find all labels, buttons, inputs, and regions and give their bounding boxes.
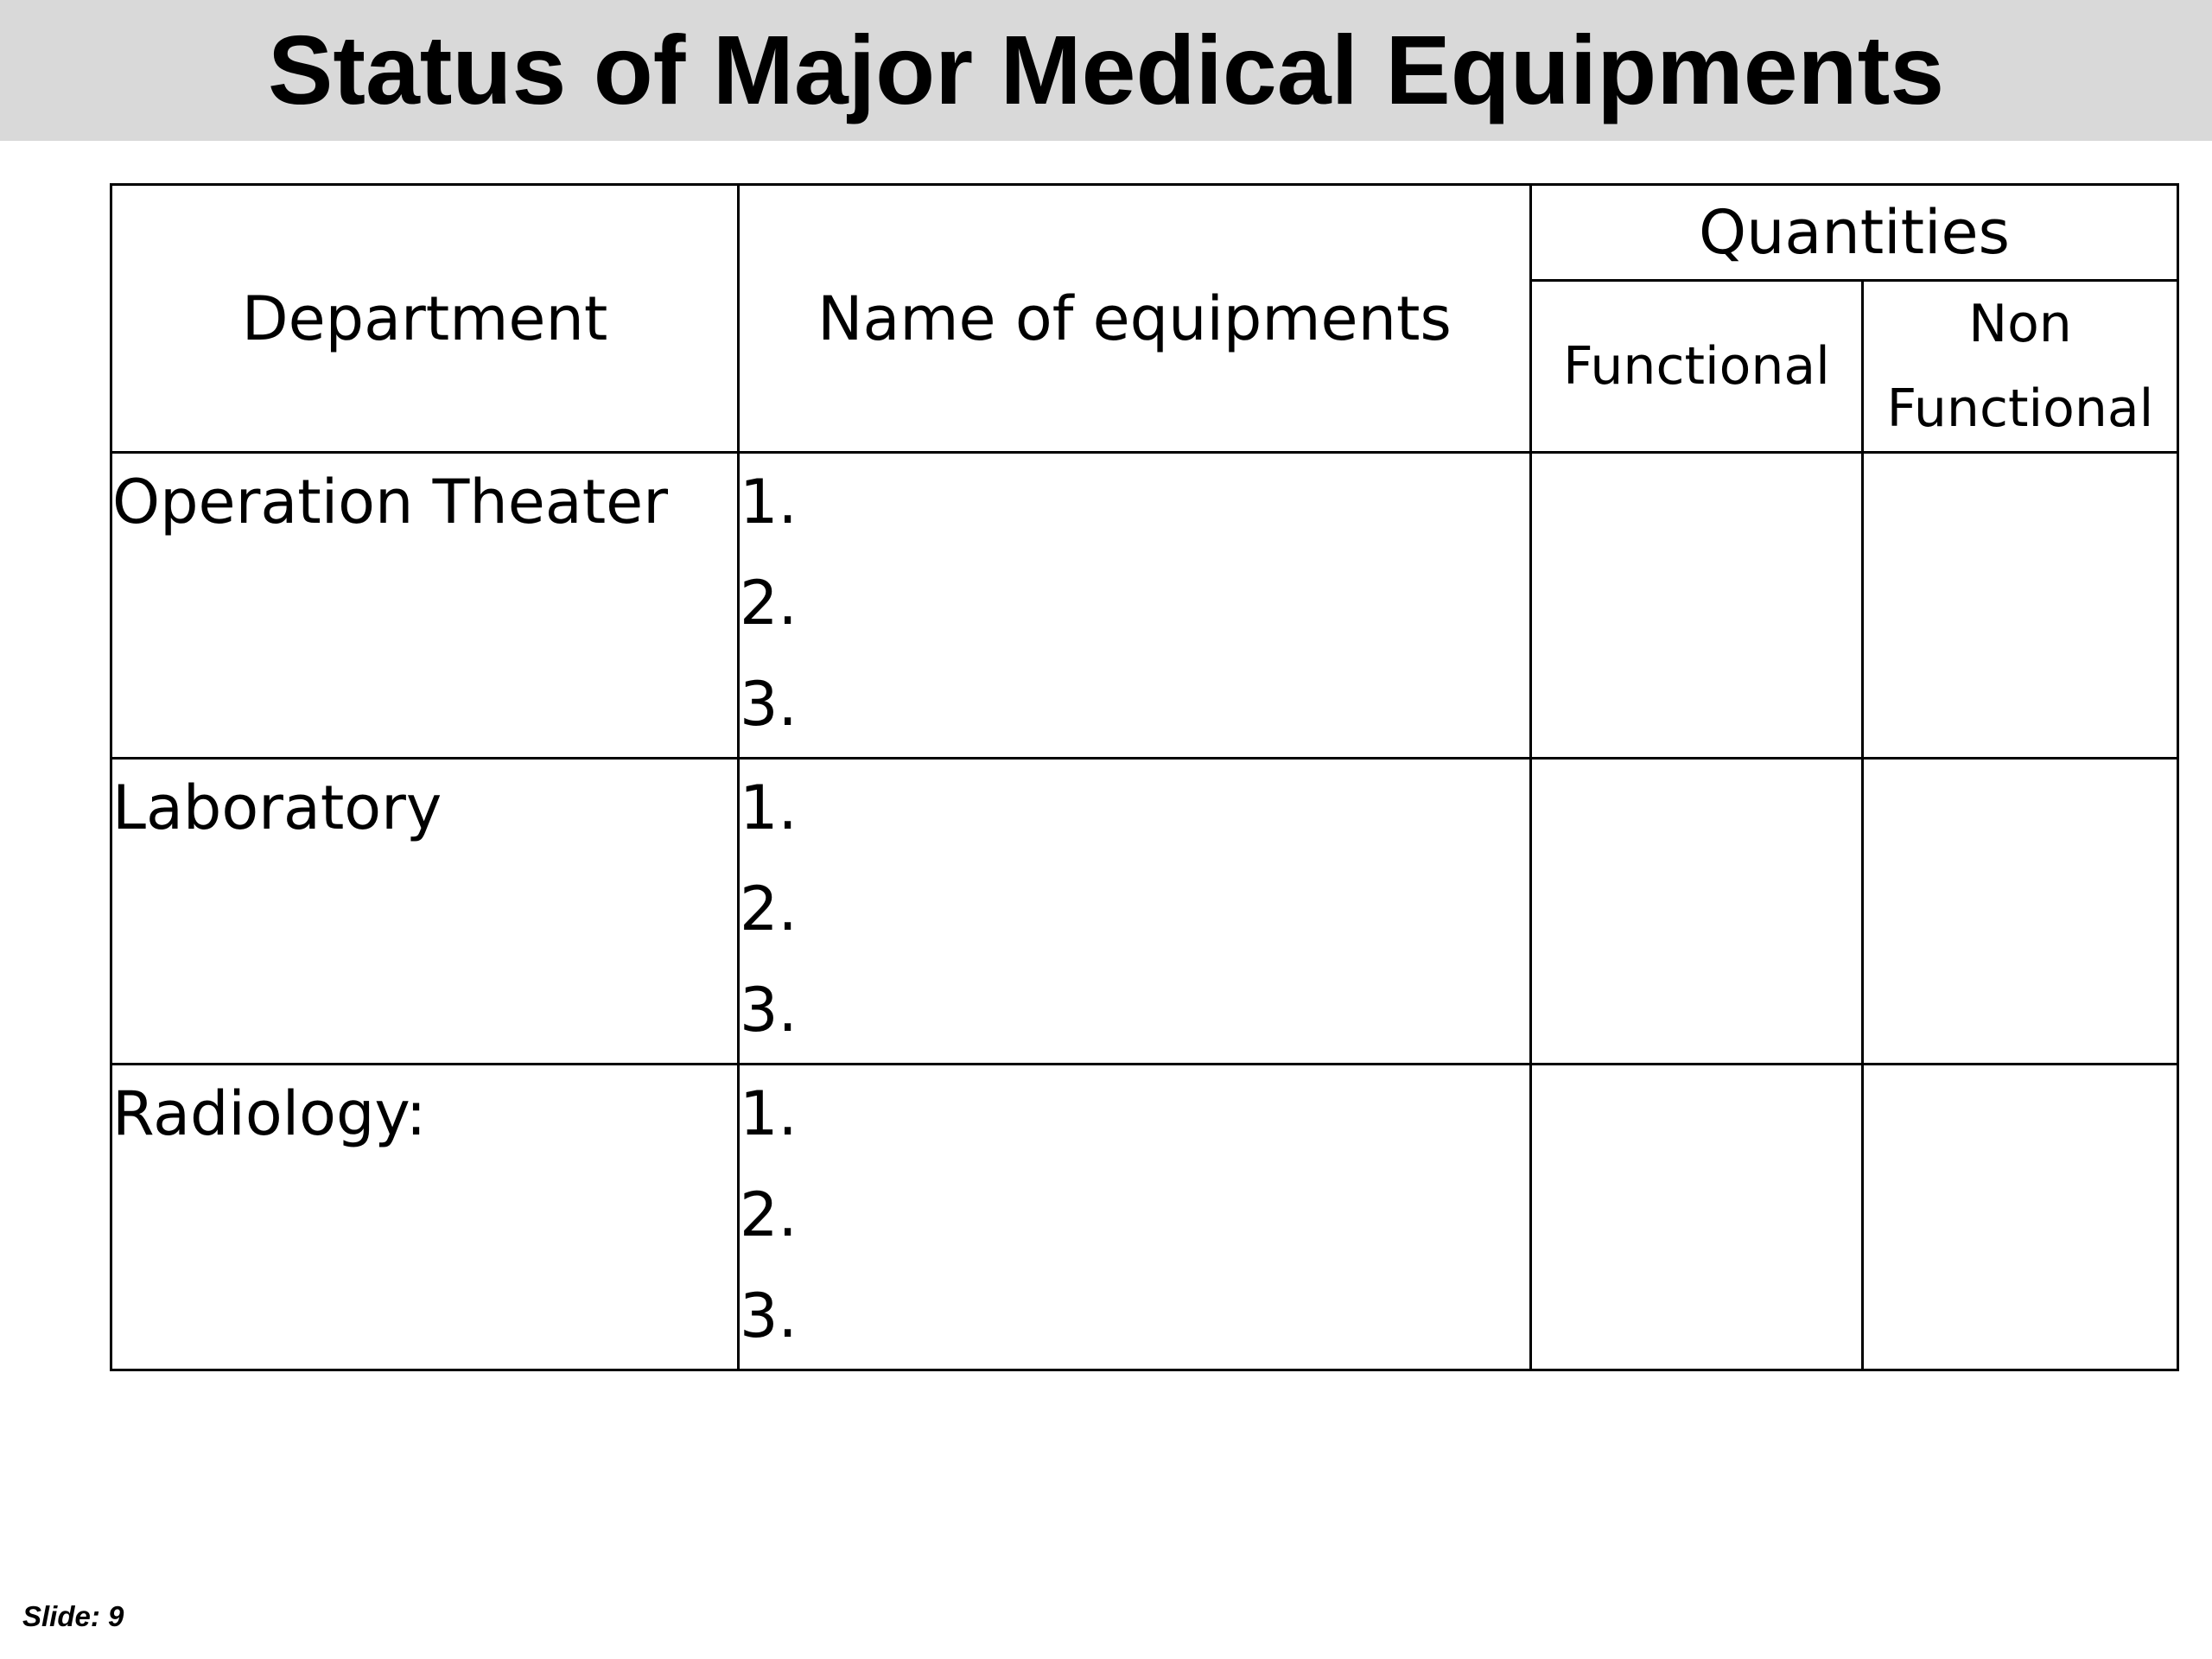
header-row — [111, 185, 2178, 281]
department-cell: Operation Theater — [111, 453, 739, 759]
slide-title: Status of Major Medical Equipments — [267, 16, 1945, 124]
table-row — [111, 1065, 2178, 1370]
non-functional-cell — [1863, 1065, 2178, 1370]
list-item: 3. — [740, 669, 798, 740]
table-row — [111, 453, 2178, 759]
functional-cell — [1531, 453, 1863, 759]
table-row — [111, 759, 2178, 1065]
equipment-list-cell — [739, 759, 1531, 1065]
equipment-list-cell — [739, 453, 1531, 759]
list-item: 2. — [740, 874, 798, 944]
equipment-status-table — [110, 183, 2179, 1371]
header-non-functional — [1863, 281, 2178, 453]
list-item: 1. — [740, 772, 798, 843]
non-functional-cell — [1863, 453, 2178, 759]
list-item: 2. — [740, 1179, 798, 1250]
header-name-of-equipments: Name of equipments — [739, 185, 1531, 453]
header-non-functional-line1: Non — [1968, 294, 2072, 354]
header-non-functional-line2: Functional — [1886, 378, 2154, 439]
non-functional-cell — [1863, 759, 2178, 1065]
header-functional: Functional — [1531, 281, 1863, 453]
department-cell: Laboratory — [111, 759, 739, 1065]
functional-cell — [1531, 1065, 1863, 1370]
header-department: Department — [111, 185, 739, 453]
equipment-list-cell — [739, 1065, 1531, 1370]
slide-number: Slide: 9 — [22, 1600, 124, 1632]
list-item: 1. — [740, 1078, 798, 1149]
list-item: 3. — [740, 1281, 798, 1351]
functional-cell — [1531, 759, 1863, 1065]
department-cell: Radiology: — [111, 1065, 739, 1370]
header-quantities: Quantities — [1531, 185, 2178, 281]
list-item: 1. — [740, 467, 798, 537]
list-item: 2. — [740, 568, 798, 639]
list-item: 3. — [740, 975, 798, 1046]
